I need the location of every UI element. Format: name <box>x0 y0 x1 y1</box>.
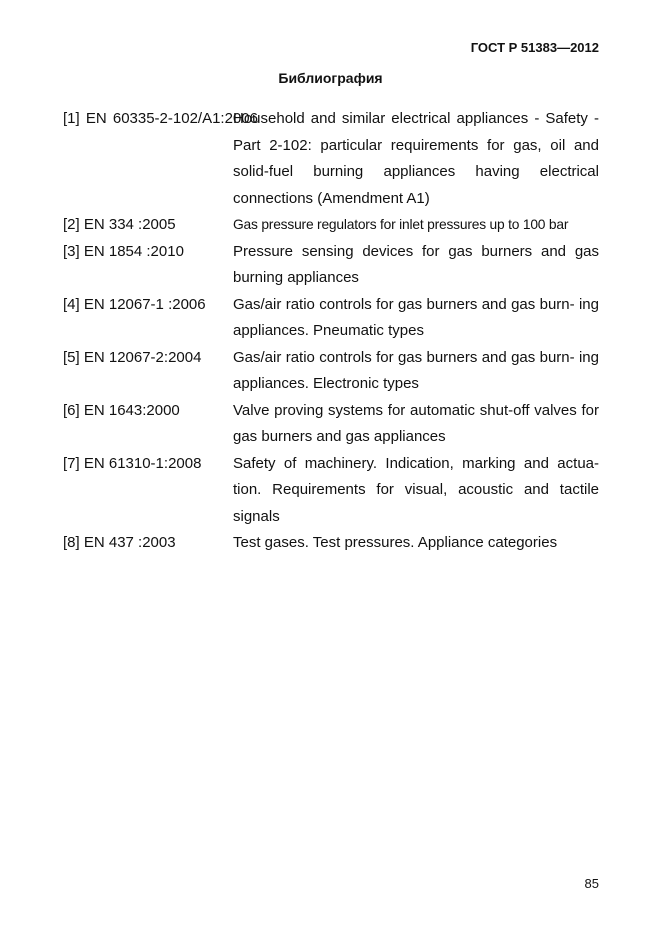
reference-entry-7 <box>63 451 599 531</box>
reference-text: Gas/air ratio controls for gas burners and gas burn- ing appliances. Pneumatic types <box>233 295 599 339</box>
reference-entry-5 <box>63 345 599 398</box>
reference-text: Safety of machinery. Indication, marking and actua- tion. Requirements for visual, acoustic and tactile signals <box>233 454 599 525</box>
reference-entry-1 <box>63 106 599 212</box>
reference-label: [7] EN 61310-1:2008 <box>63 454 202 472</box>
reference-entry-3 <box>63 239 599 292</box>
reference-label: [3] EN 1854 :2010 <box>63 242 184 260</box>
reference-text: Gas pressure regulators for inlet pressures up to 100 bar <box>233 217 569 232</box>
document-code: ГОСТ Р 51383—2012 <box>470 40 599 55</box>
page-number: 85 <box>584 876 599 891</box>
reference-text: Gas/air ratio controls for gas burners and gas burn- ing appliances. Electronic types <box>233 348 599 392</box>
bibliography-list <box>63 106 599 557</box>
reference-text: Pressure sensing devices for gas burners and gas burning appliances <box>233 242 599 286</box>
reference-label: [2] EN 334 :2005 <box>63 216 176 233</box>
reference-entry-6 <box>63 398 599 451</box>
section-title: Библиография <box>278 70 383 86</box>
reference-entry-8 <box>63 530 599 557</box>
reference-entry-2 <box>63 212 599 239</box>
reference-label: [8] EN 437 :2003 <box>63 534 176 551</box>
reference-text: Valve proving systems for automatic shut-off valves for gas burners and gas appliances <box>233 401 599 445</box>
reference-label: [6] EN 1643:2000 <box>63 401 180 419</box>
reference-label: [5] EN 12067-2:2004 <box>63 348 202 366</box>
reference-text: Test gases. Test pressures. Appliance categories <box>233 534 558 551</box>
reference-label: [4] EN 12067-1 :2006 <box>63 295 206 313</box>
reference-label: [1] EN 60335-2-102/A1:2006 <box>63 110 258 127</box>
reference-entry-4 <box>63 292 599 345</box>
reference-text: Household and similar electrical appliances - Safety - Part 2-102: particular requirements for gas, oil and solid-fuel burning appliances having electrical connections (Amendment A1) <box>233 110 599 207</box>
